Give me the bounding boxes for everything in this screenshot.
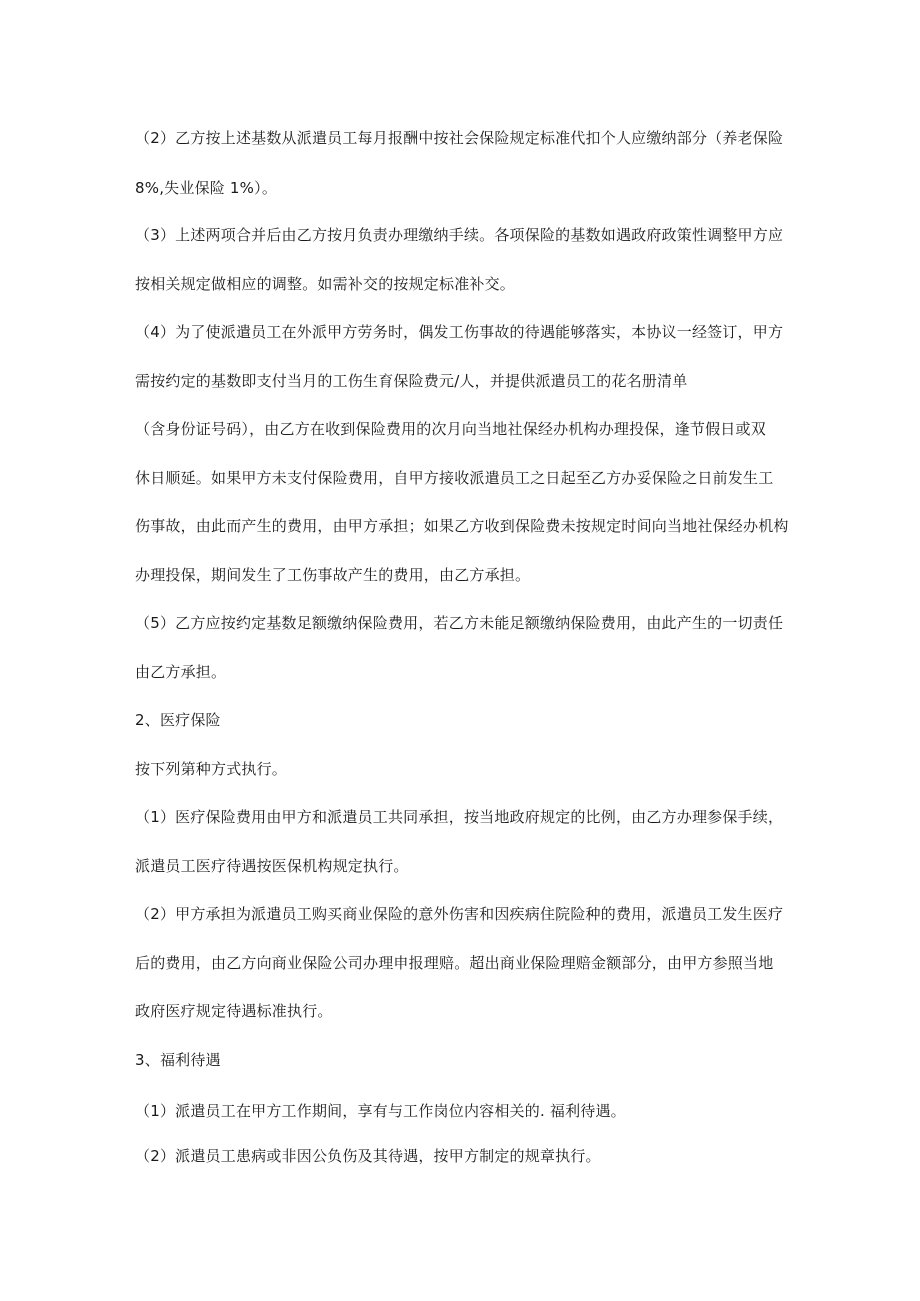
text-line: （2）甲方承担为派遣员工购买商业保险的意外伤害和因疾病住院险种的费用，派遣员工发生医疗 bbox=[135, 905, 784, 923]
text-line: （1）医疗保险费用由甲方和派遣员工共同承担，按当地政府规定的比例，由乙方办理参保手续， bbox=[135, 808, 784, 826]
section-heading: 2、医疗保险 bbox=[135, 711, 221, 729]
text-line: （3）上述两项合并后由乙方按月负责办理缴纳手续。各项保险的基数如遇政府政策性调整甲方应 bbox=[135, 226, 784, 244]
text-line: （含身份证号码），由乙方在收到保险费用的次月向当地社保经办机构办理投保，逢节假日或双 bbox=[135, 420, 766, 438]
text-line: 需按约定的基数即支付当月的工伤生育保险费元/人，并提供派遣员工的花名册清单 bbox=[135, 372, 688, 390]
section-heading: 3、福利待遇 bbox=[135, 1051, 221, 1069]
text-line: 办理投保，期间发生了工伤事故产生的费用，由乙方承担。 bbox=[135, 566, 531, 584]
text-line: （1）派遣员工在甲方工作期间，享有与工作岗位内容相关的. 福利待遇。 bbox=[135, 1102, 626, 1120]
text-line: （2）乙方按上述基数从派遣员工每月报酬中按社会保险规定标准代扣个人应缴纳部分（养老保险 bbox=[135, 129, 784, 147]
text-line: 按相关规定做相应的调整。如需补交的按规定标准补交。 bbox=[135, 275, 516, 293]
text-line: （4）为了使派遣员工在外派甲方劳务时，偶发工伤事故的待遇能够落实，本协议一经签订，甲方 bbox=[135, 323, 784, 341]
text-line: 8%,失业保险 1%）。 bbox=[135, 179, 278, 197]
text-line: 休日顺延。如果甲方未支付保险费用，自甲方接收派遣员工之日起至乙方办妥保险之日前发生工 bbox=[135, 469, 774, 487]
text-line: 按下列第种方式执行。 bbox=[135, 760, 288, 778]
text-line: （5）乙方应按约定基数足额缴纳保险费用，若乙方未能足额缴纳保险费用，由此产生的一切责任 bbox=[135, 614, 784, 632]
text-line: 后的费用，由乙方向商业保险公司办理申报理赔。超出商业保险理赔金额部分，由甲方参照当地 bbox=[135, 954, 774, 972]
text-line: 伤事故，由此而产生的费用，由甲方承担；如果乙方收到保险费未按规定时间向当地社保经办机构 bbox=[135, 517, 789, 535]
text-line: 派遣员工医疗待遇按医保机构规定执行。 bbox=[135, 857, 409, 875]
text-line: （2）派遣员工患病或非因公负伤及其待遇，按甲方制定的规章执行。 bbox=[135, 1147, 601, 1165]
text-line: 政府医疗规定待遇标准执行。 bbox=[135, 1002, 333, 1020]
text-line: 由乙方承担。 bbox=[135, 663, 227, 681]
